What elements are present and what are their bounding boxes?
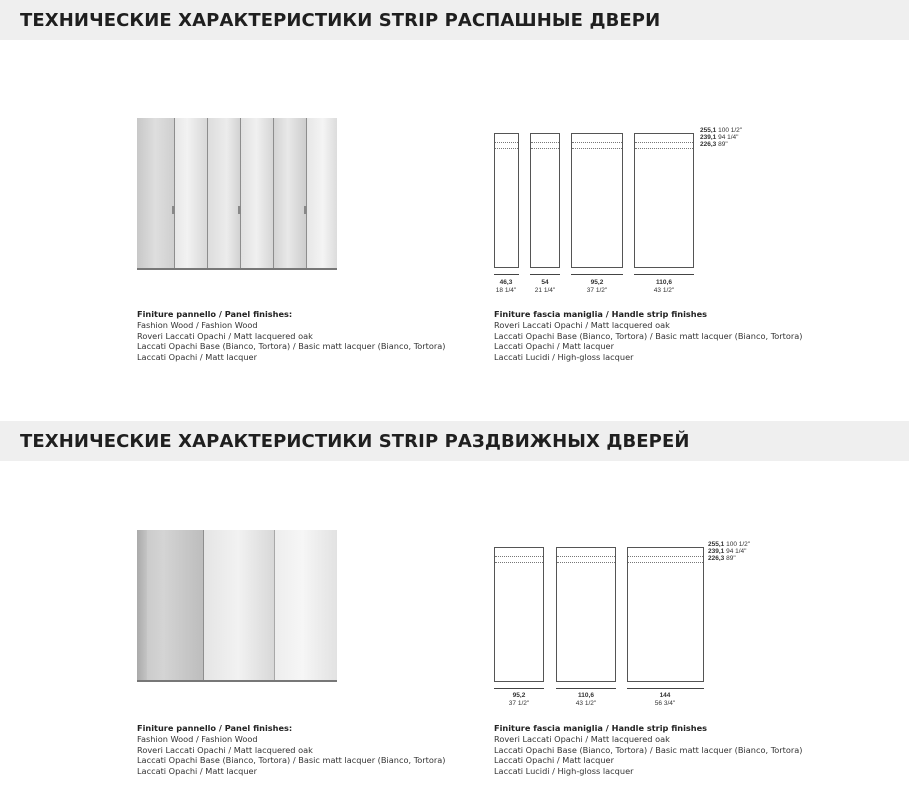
finish-line: Roveri Laccati Opachi / Matt lacquered oak: [494, 733, 670, 744]
width-dimension: 110,6 43 1/2": [575, 692, 597, 707]
cabinet-drawing: [634, 133, 694, 268]
height-label: 255,1 100 1/2": [708, 541, 751, 548]
cabinet-drawing: [530, 133, 560, 268]
finish-line: Laccati Opachi Base (Bianco, Tortora) / Basic matt lacquer (Bianco, Tortora): [494, 744, 803, 755]
handle-finishes: [494, 723, 802, 777]
height-label: 239,1 94 1/4": [700, 134, 739, 141]
width-dimension: 95,2 37 1/2": [508, 692, 530, 707]
height-label: 226,3 89": [708, 555, 736, 562]
finish-line: Laccati Opachi / Matt lacquer: [494, 755, 614, 766]
panel-finishes-title: Finiture pannello / Panel finishes:: [137, 309, 293, 319]
cabinet-drawing: [494, 547, 544, 682]
finish-line: Laccati Opachi / Matt lacquer: [494, 341, 614, 352]
cabinet-drawing: [571, 133, 623, 268]
section-title: ТЕХНИЧЕСКИЕ ХАРАКТЕРИСТИКИ STRIP РАСПАШНЫЕ ДВЕРИ: [20, 9, 661, 31]
height-label: 226,3 89": [700, 141, 728, 148]
finish-line: Laccati Opachi / Matt lacquer: [137, 352, 257, 363]
finish-line: Fashion Wood / Fashion Wood: [137, 319, 258, 330]
cabinet-drawing: [627, 547, 704, 682]
height-label: 239,1 94 1/4": [708, 548, 747, 555]
cabinet-drawing: [494, 133, 519, 268]
cabinet-drawing: [556, 547, 616, 682]
wardrobe-sliding-photo: [137, 530, 337, 682]
finish-line: Fashion Wood / Fashion Wood: [137, 733, 258, 744]
panel-finishes-title: Finiture pannello / Panel finishes:: [137, 723, 293, 733]
handle-finishes-title: Finiture fascia maniglia / Handle strip finishes: [494, 309, 708, 319]
width-dimension: 46,3 18 1/4": [495, 279, 517, 294]
finish-line: Roveri Laccati Opachi / Matt lacquered oak: [137, 330, 313, 341]
section-title: ТЕХНИЧЕСКИЕ ХАРАКТЕРИСТИКИ STRIP РАЗДВИЖНЫХ ДВЕРЕЙ: [20, 430, 690, 452]
panel-finishes: [137, 309, 445, 363]
width-dimension: 110,6 43 1/2": [653, 279, 675, 294]
finish-line: Laccati Lucidi / High-gloss lacquer: [494, 766, 634, 777]
section-header-hinged: [0, 0, 909, 40]
finish-line: Laccati Opachi Base (Bianco, Tortora) / Basic matt lacquer (Bianco, Tortora): [494, 330, 803, 341]
handle-finishes: [494, 309, 802, 363]
finish-line: Roveri Laccati Opachi / Matt lacquered oak: [137, 744, 313, 755]
section-header-sliding: [0, 421, 909, 461]
handle-finishes-title: Finiture fascia maniglia / Handle strip finishes: [494, 723, 708, 733]
width-dimension: 95,2 37 1/2": [586, 279, 608, 294]
height-dimensions: [700, 127, 742, 148]
wardrobe-hinged-photo: [137, 118, 337, 270]
finish-line: Laccati Opachi Base (Bianco, Tortora) / Basic matt lacquer (Bianco, Tortora): [137, 755, 446, 766]
panel-finishes: [137, 723, 445, 777]
height-dimensions: [708, 541, 750, 562]
height-label: 255,1 100 1/2": [700, 127, 743, 134]
finish-line: Roveri Laccati Opachi / Matt lacquered oak: [494, 319, 670, 330]
width-dimension: 144 56 3/4": [654, 692, 676, 707]
finish-line: Laccati Opachi Base (Bianco, Tortora) / Basic matt lacquer (Bianco, Tortora): [137, 341, 446, 352]
finish-line: Laccati Lucidi / High-gloss lacquer: [494, 352, 634, 363]
finish-line: Laccati Opachi / Matt lacquer: [137, 766, 257, 777]
width-dimension: 54 21 1/4": [534, 279, 556, 294]
